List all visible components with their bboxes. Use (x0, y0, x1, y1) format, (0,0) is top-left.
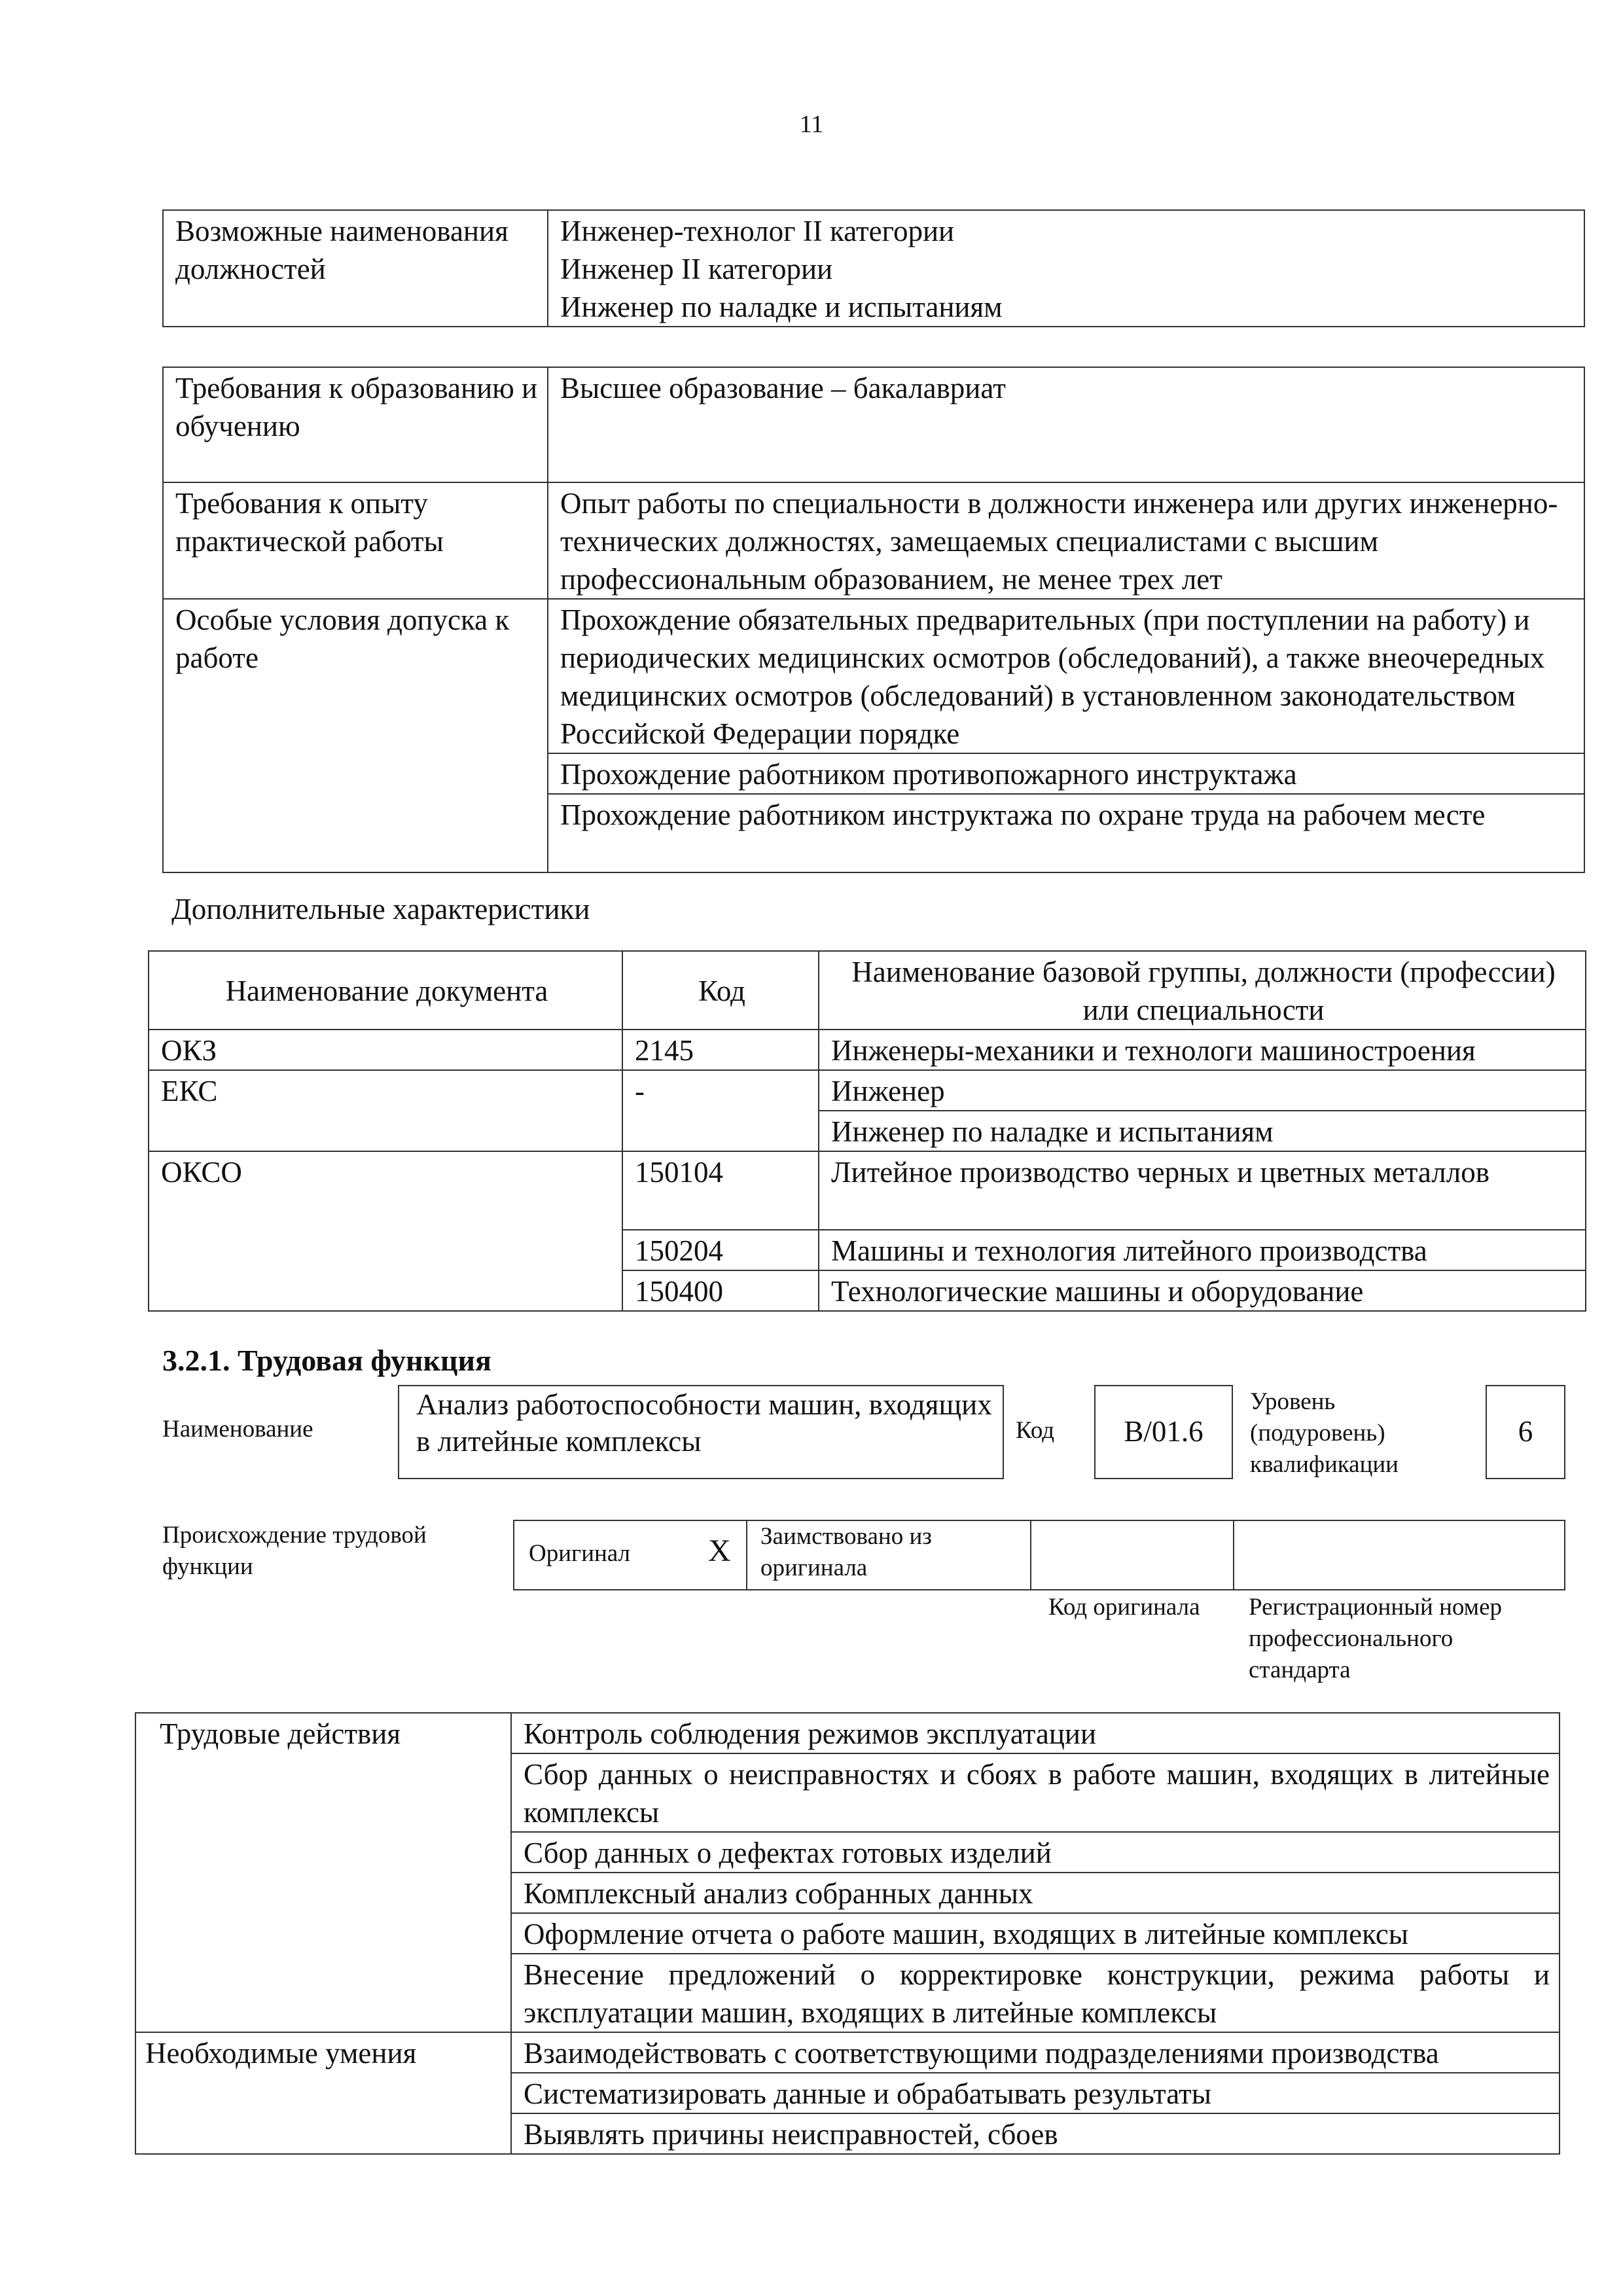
actions-table (135, 1712, 1560, 2155)
requirements-table (162, 367, 1585, 873)
level-label: Уровень (подуровень) квалификации (1250, 1388, 1399, 1478)
eks-name: Инженер (819, 1070, 1586, 1111)
code-original-label: Код оригинала (1048, 1594, 1200, 1621)
action-item: Сбор данных о дефектах готовых изделий (511, 1832, 1560, 1873)
additional-header-row (149, 951, 1586, 1030)
position-item: Инженер по наладке и испытаниям (560, 291, 1003, 323)
skill-item: Систематизировать данные и обрабатывать результаты (511, 2073, 1560, 2113)
special-value: Прохождение работником противопожарного инструктажа (548, 753, 1584, 794)
header-name: Наименование базовой группы, должности (профессии) или специальности (819, 951, 1586, 1030)
okz-row (149, 1030, 1586, 1070)
skill-item: Взаимодействовать с соответствующими подразделениями производства (511, 2032, 1560, 2073)
action-item: Комплексный анализ собранных данных (511, 1873, 1560, 1913)
action-item: Сбор данных о неисправностях и сбоях в работе машин, входящих в литейные комплексы (511, 1753, 1560, 1832)
action-item: Внесение предложений о корректировке конструкции, режима работы и эксплуатации машин, входящих в литейные комплексы (511, 1954, 1560, 2032)
code-box (1094, 1385, 1233, 1479)
header-code: Код (622, 951, 819, 1030)
position-item: Инженер II категории (560, 253, 833, 285)
positions-row (163, 210, 1584, 327)
action-row (135, 1713, 1560, 1753)
special-row (163, 599, 1584, 753)
position-item: Инженер-технолог II категории (560, 215, 955, 247)
level-box (1486, 1385, 1565, 1479)
positions-values (548, 210, 1584, 327)
additional-table (148, 950, 1586, 1312)
code-value: В/01.6 (1124, 1415, 1204, 1448)
original-mark: X (708, 1534, 731, 1568)
action-item: Контроль соблюдения режимов эксплуатации (511, 1713, 1560, 1753)
okso-name: Литейное производство черных и цветных металлов (819, 1151, 1586, 1230)
additional-title: Дополнительные характеристики (171, 893, 590, 925)
reg-number-label: Регистрационный номер профессионального стандарта (1249, 1594, 1503, 1683)
okso-name: Машины и технология литейного производства (819, 1230, 1586, 1270)
labor-function-heading: 3.2.1. Трудовая функция (162, 1344, 491, 1377)
origin-label: Происхождение трудовой функции (162, 1522, 427, 1580)
origin-table (513, 1520, 1565, 1590)
original-label: Оригинал (529, 1540, 631, 1567)
eks-name: Инженер по наладке и испытаниям (819, 1111, 1586, 1151)
okz-doc: ОКЗ (149, 1030, 622, 1070)
origin-divider (1030, 1520, 1031, 1590)
actions-label: Трудовые действия (135, 1713, 511, 2032)
level-value: 6 (1518, 1415, 1533, 1448)
page-number: 11 (799, 111, 824, 138)
okso-row (149, 1151, 1586, 1230)
okso-code: 150400 (622, 1270, 819, 1311)
borrowed-label: Заимствовано из оригинала (760, 1523, 932, 1581)
okso-doc: ОКСО (149, 1151, 622, 1311)
experience-label: Требования к опыту практической работы (163, 482, 548, 599)
okso-code: 150104 (622, 1151, 819, 1230)
experience-value: Опыт работы по специальности в должности инженера или других инженерно-технических должностях, замещаемых специалистами с высшим профессиональным образованием, не менее трех лет (548, 482, 1584, 599)
eks-code: - (622, 1070, 819, 1151)
education-label: Требования к образованию и обучению (163, 367, 548, 482)
positions-label: Возможные наименования должностей (163, 210, 548, 327)
eks-doc: ЕКС (149, 1070, 622, 1151)
origin-divider (746, 1520, 747, 1590)
okso-name: Технологические машины и оборудование (819, 1270, 1586, 1311)
skills-label: Необходимые умения (135, 2032, 511, 2154)
name-value: Анализ работоспособности машин, входящих в литейные комплексы (416, 1388, 992, 1458)
skill-row (135, 2032, 1560, 2073)
origin-divider (1233, 1520, 1234, 1590)
education-row (163, 367, 1584, 482)
okso-code: 150204 (622, 1230, 819, 1270)
special-value: Прохождение обязательных предварительных (при поступлении на работу) и периодических медицинских осмотров (обследований), а также внеочередных медицинских осмотров (обследований) в установленном законодательством Российской Федерации порядке (548, 599, 1584, 753)
code-label: Код (1016, 1417, 1055, 1444)
special-label: Особые условия допуска к работе (163, 599, 548, 872)
header-doc: Наименование документа (149, 951, 622, 1030)
okz-code: 2145 (622, 1030, 819, 1070)
eks-row (149, 1070, 1586, 1111)
action-item: Оформление отчета о работе машин, входящих в литейные комплексы (511, 1913, 1560, 1954)
special-value: Прохождение работником инструктажа по охране труда на рабочем месте (548, 794, 1584, 872)
name-box (398, 1385, 1004, 1479)
name-label: Наименование (162, 1416, 313, 1443)
education-value: Высшее образование – бакалавриат (548, 367, 1584, 482)
skill-item: Выявлять причины неисправностей, сбоев (511, 2113, 1560, 2154)
okz-name: Инженеры-механики и технологи машиностроения (819, 1030, 1586, 1070)
positions-table (162, 209, 1585, 327)
experience-row (163, 482, 1584, 599)
